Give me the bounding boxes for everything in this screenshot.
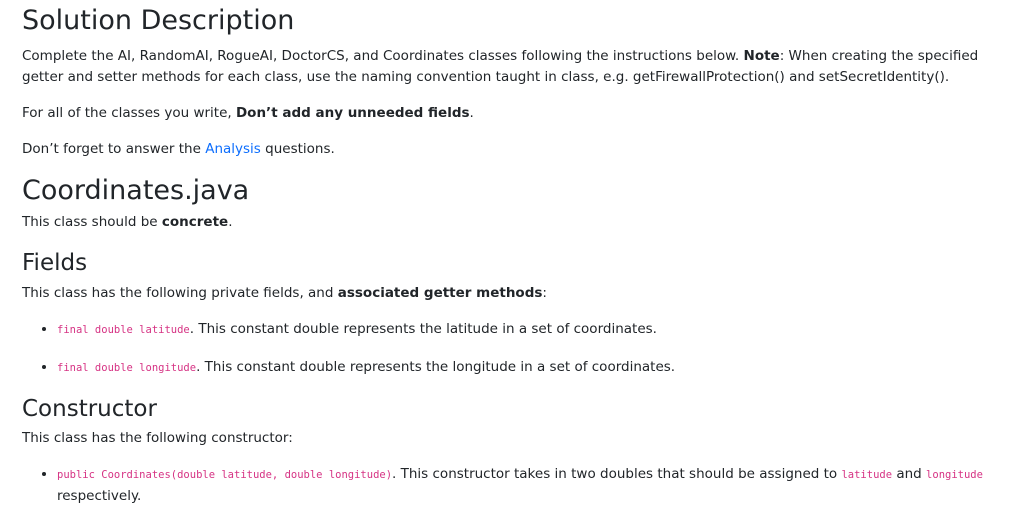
solution-intro-paragraph	[22, 46, 1002, 88]
fields-rule-prefix: For all of the classes you write,	[22, 105, 232, 121]
constructor-list	[22, 464, 1002, 507]
fields-rule-paragraph	[22, 103, 1002, 124]
fields-rule-suffix: .	[469, 105, 474, 121]
latitude-field-description: . This constant double represents the latitude in a set of coordinates.	[189, 321, 657, 337]
latitude-code: latitude	[841, 469, 893, 481]
concrete-bold: concrete	[161, 214, 229, 230]
and-text: and	[896, 466, 922, 482]
constructor-signature-code: public Coordinates(double latitude, double longitude)	[57, 469, 393, 481]
analysis-suffix: questions.	[265, 141, 335, 157]
note-text: : When creating the specified getter and setter methods for each class, use the naming convention taught in class, e.g. getFirewallProtection() and setSecretIdentity().	[22, 48, 979, 85]
analysis-link[interactable]: Analysis	[205, 141, 261, 157]
fields-list	[22, 319, 1002, 379]
list-item-latitude-field	[57, 319, 1002, 341]
fields-rule-bold: Don’t add any unneeded fields	[235, 105, 470, 121]
fields-intro-prefix: This class has the following private fields, and	[22, 285, 334, 301]
concrete-prefix: This class should be	[22, 214, 158, 230]
longitude-code: longitude	[926, 469, 983, 481]
constructor-description: . This constructor takes in two doubles that should be assigned to	[392, 466, 838, 482]
constructor-intro-paragraph: This class has the following constructor:	[22, 430, 293, 446]
analysis-prefix: Don’t forget to answer the	[22, 141, 201, 157]
coordinates-java-heading: Coordinates.java	[22, 175, 250, 206]
respectively-text: respectively.	[57, 488, 142, 504]
longitude-field-description: . This constant double represents the longitude in a set of coordinates.	[196, 359, 676, 375]
concrete-paragraph	[22, 212, 1002, 233]
intro-text: Complete the AI, RandomAI, RogueAI, DoctorCS, and Coordinates classes following the instructions below.	[22, 48, 740, 64]
constructor-heading: Constructor	[22, 396, 157, 422]
latitude-field-code: final double latitude	[57, 324, 190, 336]
analysis-paragraph	[22, 139, 1002, 160]
concrete-suffix: .	[228, 214, 233, 230]
note-label: Note	[743, 48, 780, 64]
fields-intro-suffix: :	[542, 285, 547, 301]
longitude-field-code: final double longitude	[57, 362, 197, 374]
solution-description-heading: Solution Description	[22, 5, 295, 36]
fields-heading: Fields	[22, 250, 88, 276]
fields-intro-bold: associated getter methods	[337, 285, 543, 301]
list-item-constructor	[57, 464, 1002, 507]
fields-intro-paragraph	[22, 283, 1002, 304]
list-item-longitude-field	[57, 357, 1002, 379]
